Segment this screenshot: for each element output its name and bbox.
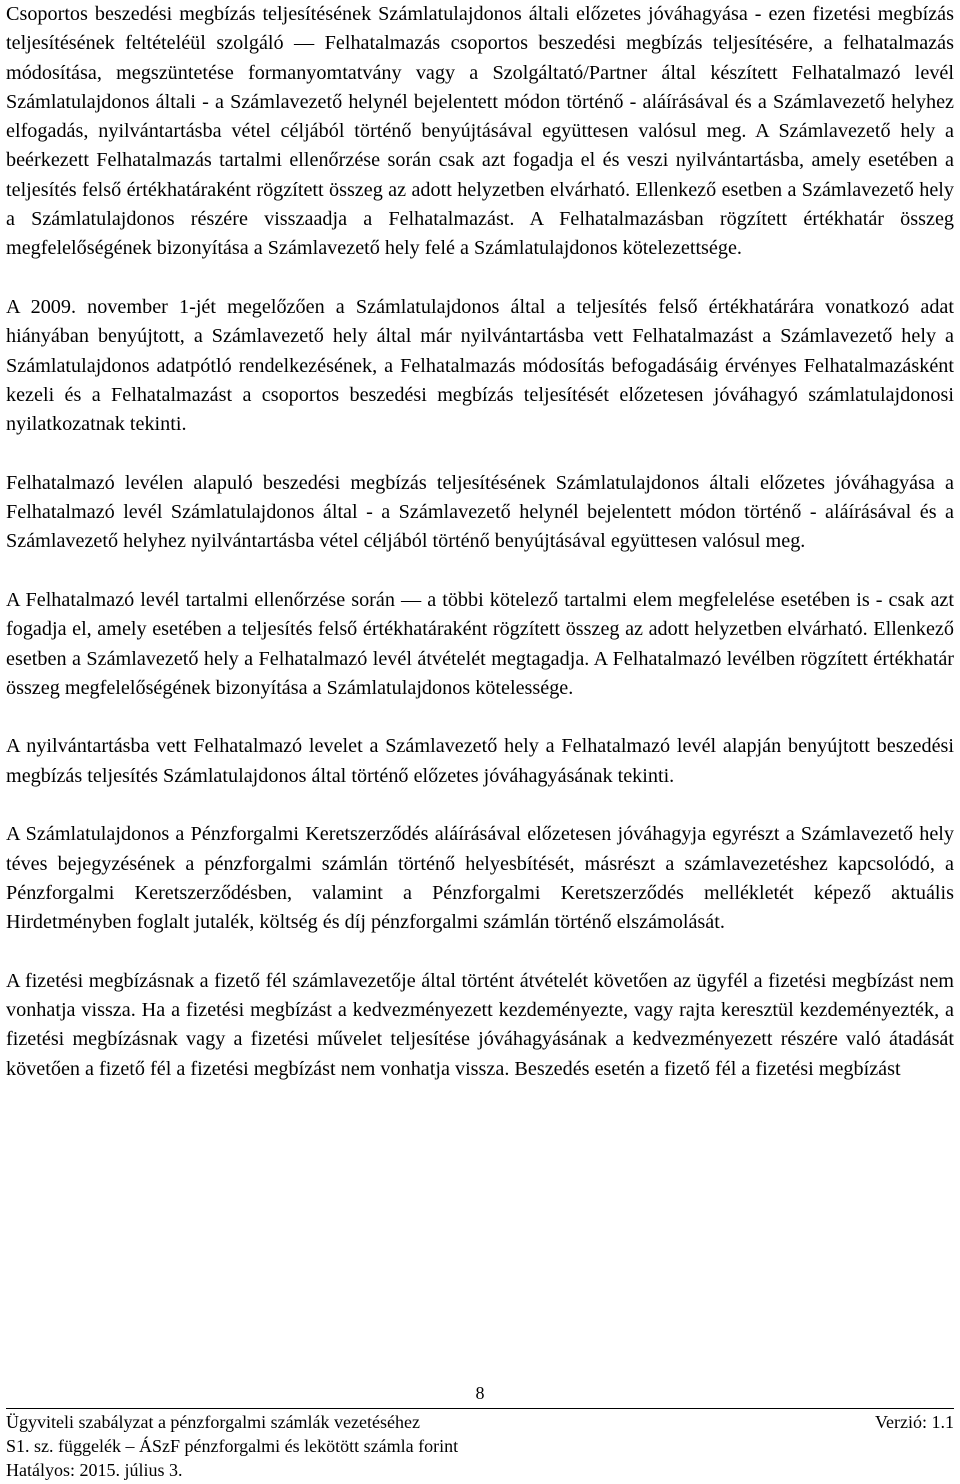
footer-version: Verzió: 1.1 (875, 1412, 954, 1432)
paragraph-7: A fizetési megbízásnak a fizető fél számlavezetője által történt átvételét követően az ügyfél a fizetési megbízást nem vonhatja vissza. Ha a fizetési megbízást a kedvezményezett kezdeményezte, vagy rajta keresztül kezdeményezték, a fizetési megbízásnak vagy a fizetési művelet teljesítése jóváhagyásának a kedvezményezett részére való átadását követően a fizető fél a fizetési megbízást nem vonhatja vissza. Beszedés esetén a fizető fél a fizetési megbízást (6, 969, 954, 1080)
paragraph-4: A Felhatalmazó levél tartalmi ellenőrzése során ― a többi kötelező tartalmi elem megfelelése esetében is - csak azt fogadja el, amely esetében a teljesítés felső értékhatáraként rögzített összeg az adott helyzetben elvárható. Ellenkező esetben a Számlavezető hely a Felhatalmazó levél átvételét megtagadja. A Felhatalmazó levélben rögzített értékhatár összeg megfelelőségének bizonyítása a Számlatulajdonos kötelessége. (6, 588, 954, 699)
footer-effective-date: Hatályos: 2015. július 3. (6, 1460, 183, 1480)
footer-title: Ügyviteli szabályzat a pénzforgalmi számlák vezetéséhez (6, 1412, 420, 1432)
document-body (6, 0, 954, 1084)
paragraph-5: A nyilvántartásba vett Felhatalmazó levelet a Számlavezető hely a Felhatalmazó levél alapján benyújtott beszedési megbízás teljesítés Számlatulajdonos által történő előzetes jóváhagyásának tekinti. (6, 735, 954, 787)
footer-divider (6, 1408, 954, 1409)
page-footer (6, 1410, 954, 1482)
page-number: 8 (475, 1383, 485, 1403)
footer-appendix: S1. sz. függelék – ÁSzF pénzforgalmi és lekötött számla forint (6, 1436, 459, 1456)
paragraph-1: Csoportos beszedési megbízás teljesítésének Számlatulajdonos általi előzetes jóváhagyása - ezen fizetési megbízás teljesítésének feltételéül szolgáló ― Felhatalmazás csoportos beszedési megbízás teljesítésére, a felhatalmazás módosítása, megszüntetése formanyomtatvány vagy a Szolgáltató/Partner által készített Felhatalmazó levél Számlatulajdonos általi - a Számlavezető helynél bejelentett módon történő - aláírásával és a Számlavezető helyhez elfogadás, nyilvántartásba vétel céljából történő benyújtásával együttesen valósul meg. A Számlavezető hely a beérkezett Felhatalmazás tartalmi ellenőrzése során csak azt fogadja el és veszi nyilvántartásba, amely esetében a teljesítés felső értékhatáraként rögzített összeg az adott helyzetben elvárható. Ellenkező esetben a Számlavezető hely a Számlatulajdonos részére visszaadja a Felhatalmazást. A Felhatalmazásban rögzített értékhatár összeg megfelelőségének bizonyítása a Számlavezető hely felé a Számlatulajdonos kötelezettsége. (6, 3, 954, 260)
footer-row-1 (6, 1410, 954, 1434)
paragraph-6: A Számlatulajdonos a Pénzforgalmi Keretszerződés aláírásával előzetesen jóváhagyja egyrészt a Számlavezető hely téves bejegyzésének a pénzforgalmi számlán történő helyesbítését, másrészt a számlavezetéshez kapcsolódó, a Pénzforgalmi Keretszerződésben, valamint a Pénzforgalmi Keretszerződés mellékletét képező aktuális Hirdetményben foglalt jutalék, költség és díj pénzforgalmi számlán történő elszámolását. (6, 823, 954, 934)
paragraph-2: A 2009. november 1-jét megelőzően a Számlatulajdonos által a teljesítés felső értékhatárára vonatkozó adat hiányában benyújtott, a Számlavezető hely által már nyilvántartásba vett Felhatalmazást a Számlavezető hely a Számlatulajdonos adatpótló rendelkezésének, a Felhatalmazás módosítás befogadásáig érvényes Felhatalmazásként kezeli és a Felhatalmazást a csoportos beszedési megbízás teljesítését előzetesen jóváhagyó számlatulajdonosi nyilatkozatnak tekinti. (6, 295, 954, 436)
paragraph-3: Felhatalmazó levélen alapuló beszedési megbízás teljesítésének Számlatulajdonos általi előzetes jóváhagyása a Felhatalmazó levél Számlatulajdonos által - a Számlavezető helynél bejelentett módon történő - aláírásával és a Számlavezető helyhez nyilvántartásba vétel céljából történő benyújtásával együttesen valósul meg. (6, 471, 954, 553)
